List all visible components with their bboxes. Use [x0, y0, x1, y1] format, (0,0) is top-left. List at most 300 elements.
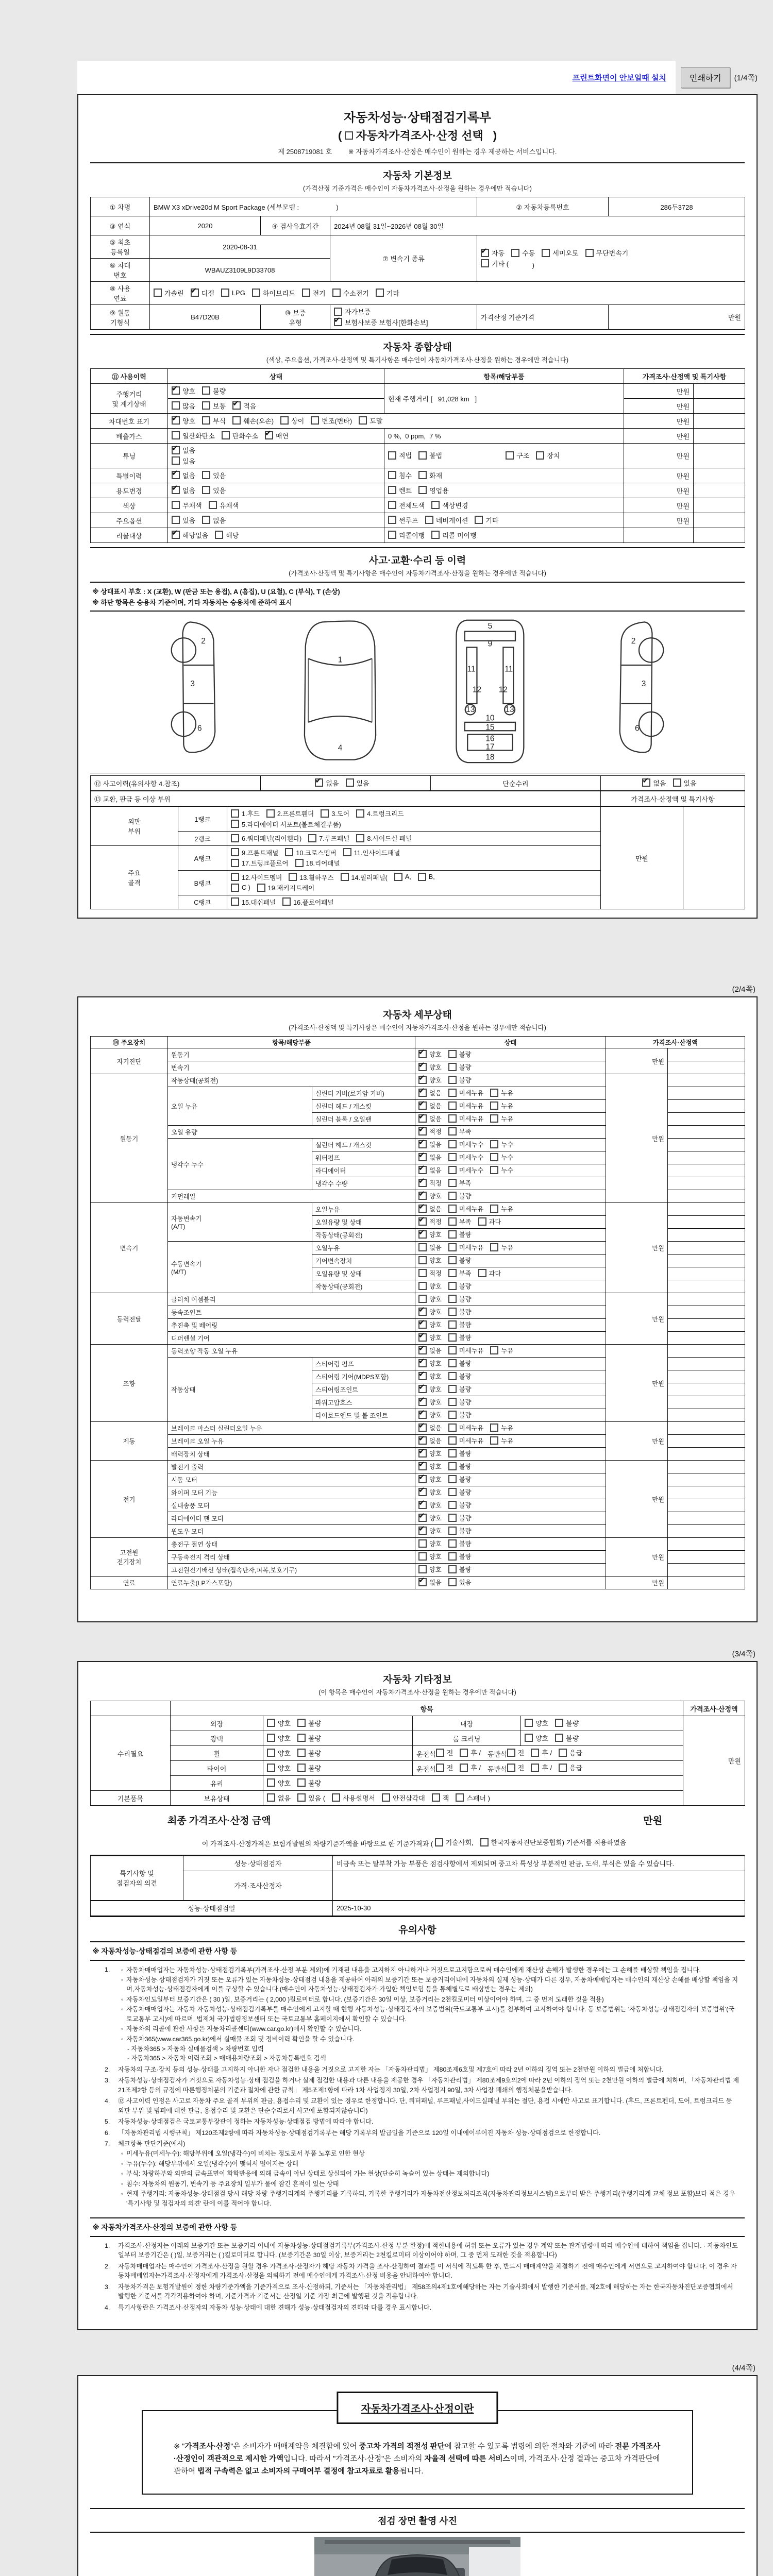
checkbox[interactable]: [356, 834, 364, 842]
checkbox-option[interactable]: [418, 1565, 442, 1574]
checkbox[interactable]: [418, 1179, 427, 1187]
checkbox-option[interactable]: [418, 1346, 442, 1355]
checkbox-option[interactable]: [448, 1397, 472, 1406]
checkbox[interactable]: [418, 1282, 427, 1290]
checkbox-option[interactable]: [531, 1748, 552, 1757]
checkbox-option[interactable]: [460, 1762, 481, 1772]
checkbox-option[interactable]: [448, 1062, 472, 1072]
checkbox-option[interactable]: [418, 1243, 442, 1252]
checkbox[interactable]: [448, 1411, 457, 1419]
checkbox[interactable]: [231, 897, 239, 906]
checkbox[interactable]: [448, 1153, 457, 1161]
checkbox[interactable]: [297, 1764, 306, 1772]
checkbox[interactable]: [418, 1295, 427, 1303]
checkbox-option[interactable]: [432, 1793, 449, 1803]
checkbox[interactable]: [280, 416, 289, 425]
checkbox-option[interactable]: [231, 872, 282, 882]
checkbox[interactable]: [448, 1089, 457, 1097]
checkbox-option[interactable]: [507, 1748, 525, 1757]
checkbox-option[interactable]: [448, 1539, 472, 1548]
checkbox-option[interactable]: [490, 1101, 513, 1110]
checkbox-option[interactable]: [585, 248, 629, 258]
checkbox-option[interactable]: [332, 1793, 375, 1803]
checkbox-option[interactable]: [448, 1423, 484, 1432]
checkbox[interactable]: [267, 1793, 275, 1802]
checkbox-option[interactable]: [297, 1763, 321, 1773]
checkbox[interactable]: [448, 1552, 457, 1561]
checkbox[interactable]: [418, 1333, 427, 1342]
checkbox[interactable]: [221, 289, 229, 297]
checkbox-option[interactable]: [448, 1101, 484, 1110]
checkbox-option[interactable]: [448, 1140, 484, 1149]
checkbox-option[interactable]: [289, 872, 333, 882]
checkbox[interactable]: [341, 873, 349, 881]
checkbox[interactable]: [267, 1749, 275, 1757]
checkbox-option[interactable]: [418, 1487, 442, 1497]
checkbox[interactable]: [265, 431, 273, 439]
checkbox[interactable]: [418, 1101, 427, 1110]
checkbox[interactable]: [418, 1127, 427, 1136]
checkbox[interactable]: [490, 1346, 498, 1354]
checkbox[interactable]: [202, 516, 210, 524]
checkbox-option[interactable]: [388, 450, 412, 460]
checkbox[interactable]: [448, 1205, 457, 1213]
checkbox-option[interactable]: [418, 1281, 442, 1291]
checkbox[interactable]: [172, 431, 180, 439]
checkbox-option[interactable]: [460, 1748, 481, 1757]
checkbox-option[interactable]: [418, 1165, 442, 1175]
checkbox[interactable]: [302, 289, 310, 297]
checkbox-option[interactable]: [418, 1268, 442, 1278]
checkbox-option[interactable]: [673, 778, 697, 788]
checkbox-option[interactable]: [418, 1384, 442, 1394]
checkbox[interactable]: [332, 289, 341, 297]
checkbox[interactable]: [295, 859, 304, 867]
checkbox-option[interactable]: [448, 1178, 472, 1188]
checkbox[interactable]: [394, 873, 402, 881]
checkbox-option[interactable]: [418, 1578, 442, 1587]
checkbox[interactable]: [356, 809, 364, 818]
checkbox-option[interactable]: [315, 778, 339, 788]
checkbox-option[interactable]: [448, 1088, 484, 1097]
checkbox-option[interactable]: [490, 1436, 513, 1445]
checkbox[interactable]: [511, 249, 519, 257]
checkbox[interactable]: [555, 1734, 563, 1742]
checkbox-option[interactable]: [478, 1217, 501, 1226]
checkbox-option[interactable]: [418, 1178, 442, 1188]
checkbox-option[interactable]: [202, 401, 226, 411]
checkbox[interactable]: [418, 1359, 427, 1367]
checkbox[interactable]: [172, 386, 180, 395]
checkbox[interactable]: [448, 1346, 457, 1354]
checkbox-option[interactable]: [418, 1333, 442, 1342]
checkbox-option[interactable]: [436, 1748, 453, 1757]
checkbox-option[interactable]: [418, 1307, 442, 1316]
checkbox[interactable]: [359, 416, 367, 425]
checkbox-option[interactable]: [280, 416, 304, 426]
checkbox[interactable]: [490, 1153, 498, 1161]
checkbox[interactable]: [490, 1114, 498, 1123]
checkbox[interactable]: [542, 249, 550, 257]
checkbox-option[interactable]: [448, 1153, 484, 1162]
checkbox[interactable]: [382, 1793, 390, 1802]
checkbox-option[interactable]: [341, 872, 388, 882]
checkbox-option[interactable]: [490, 1204, 513, 1213]
checkbox[interactable]: [267, 1778, 275, 1787]
checkbox-option[interactable]: [388, 470, 412, 480]
checkbox-option[interactable]: [376, 288, 399, 298]
checkbox-option[interactable]: [418, 1397, 442, 1406]
checkbox[interactable]: [345, 131, 353, 140]
checkbox-option[interactable]: [202, 515, 226, 525]
checkbox[interactable]: [202, 401, 210, 410]
checkbox-option[interactable]: [418, 1423, 442, 1432]
checkbox-option[interactable]: [436, 1762, 453, 1772]
checkbox[interactable]: [448, 1217, 457, 1226]
checkbox-option[interactable]: [418, 1217, 442, 1226]
checkbox[interactable]: [321, 809, 329, 818]
checkbox-option[interactable]: [448, 1191, 472, 1200]
checkbox-option[interactable]: [321, 808, 349, 818]
checkbox[interactable]: [418, 1565, 427, 1573]
checkbox[interactable]: [418, 1372, 427, 1380]
checkbox-option[interactable]: [346, 778, 369, 788]
checkbox-option[interactable]: [448, 1513, 472, 1522]
checkbox[interactable]: [285, 848, 293, 856]
checkbox[interactable]: [418, 1166, 427, 1174]
checkbox-option[interactable]: [448, 1475, 472, 1484]
checkbox[interactable]: [448, 1269, 457, 1277]
checkbox-option[interactable]: [282, 897, 333, 907]
checkbox[interactable]: [448, 1063, 457, 1071]
checkbox[interactable]: [559, 1749, 567, 1757]
checkbox[interactable]: [172, 456, 180, 465]
checkbox-option[interactable]: [267, 1778, 291, 1788]
checkbox-option[interactable]: [536, 450, 560, 460]
checkbox-option[interactable]: [202, 386, 226, 396]
checkbox-option[interactable]: [511, 248, 535, 258]
checkbox[interactable]: [448, 1179, 457, 1187]
checkbox-option[interactable]: [202, 485, 226, 495]
checkbox-option[interactable]: [172, 445, 195, 455]
checkbox-option[interactable]: [507, 1762, 525, 1772]
checkbox[interactable]: [448, 1320, 457, 1329]
checkbox-option[interactable]: [302, 288, 326, 298]
checkbox[interactable]: [448, 1333, 457, 1342]
checkbox-option[interactable]: [418, 1410, 442, 1419]
checkbox[interactable]: [448, 1488, 457, 1496]
checkbox[interactable]: [431, 531, 440, 539]
checkbox[interactable]: [448, 1230, 457, 1239]
checkbox[interactable]: [418, 486, 427, 494]
checkbox[interactable]: [448, 1449, 457, 1458]
checkbox[interactable]: [585, 249, 594, 257]
checkbox-option[interactable]: [172, 485, 195, 495]
checkbox[interactable]: [418, 1076, 427, 1084]
checkbox-option[interactable]: [297, 1733, 321, 1743]
checkbox[interactable]: [448, 1359, 457, 1367]
checkbox[interactable]: [418, 1153, 427, 1161]
checkbox[interactable]: [490, 1166, 498, 1174]
checkbox[interactable]: [172, 401, 180, 410]
checkbox[interactable]: [172, 516, 180, 524]
checkbox[interactable]: [418, 1514, 427, 1522]
checkbox-option[interactable]: [448, 1294, 472, 1303]
checkbox[interactable]: [448, 1140, 457, 1148]
checkbox-option[interactable]: [418, 1230, 442, 1239]
checkbox-option[interactable]: [418, 470, 442, 480]
checkbox[interactable]: [418, 1488, 427, 1496]
checkbox-option[interactable]: [478, 1268, 501, 1278]
checkbox[interactable]: [448, 1539, 457, 1548]
checkbox-option[interactable]: [448, 1281, 472, 1291]
checkbox[interactable]: [456, 1793, 464, 1802]
checkbox-option[interactable]: [172, 416, 195, 426]
checkbox-option[interactable]: [418, 1088, 442, 1097]
checkbox[interactable]: [418, 1501, 427, 1509]
checkbox[interactable]: [448, 1436, 457, 1445]
print-button[interactable]: 인쇄하기: [681, 67, 730, 88]
checkbox[interactable]: [418, 1243, 427, 1251]
checkbox-option[interactable]: [382, 1793, 425, 1803]
checkbox-option[interactable]: [334, 317, 428, 327]
checkbox-option[interactable]: [418, 1436, 442, 1445]
checkbox[interactable]: [202, 486, 210, 494]
checkbox[interactable]: [297, 1778, 306, 1787]
checkbox-option[interactable]: [525, 1718, 548, 1728]
checkbox[interactable]: [222, 431, 230, 439]
checkbox[interactable]: [436, 1764, 444, 1772]
checkbox[interactable]: [418, 1269, 427, 1277]
checkbox-option[interactable]: [418, 1320, 442, 1329]
checkbox-option[interactable]: [418, 873, 435, 881]
checkbox-option[interactable]: [490, 1165, 513, 1175]
checkbox[interactable]: [448, 1114, 457, 1123]
checkbox-option[interactable]: [448, 1500, 472, 1510]
checkbox[interactable]: [418, 1527, 427, 1535]
checkbox[interactable]: [418, 1398, 427, 1406]
checkbox-option[interactable]: [448, 1333, 472, 1342]
checkbox[interactable]: [418, 1063, 427, 1071]
checkbox-option[interactable]: [418, 1462, 442, 1471]
checkbox-option[interactable]: [231, 897, 276, 907]
checkbox[interactable]: [257, 884, 265, 892]
checkbox-option[interactable]: [481, 259, 509, 268]
checkbox-option[interactable]: [448, 1256, 472, 1265]
checkbox-option[interactable]: [418, 1140, 442, 1149]
checkbox-option[interactable]: [448, 1127, 472, 1136]
checkbox[interactable]: [490, 1140, 498, 1148]
checkbox-option[interactable]: [191, 288, 214, 298]
checkbox-option[interactable]: [418, 1114, 442, 1123]
checkbox-option[interactable]: [555, 1733, 579, 1743]
checkbox-option[interactable]: [172, 515, 195, 525]
checkbox[interactable]: [332, 1793, 340, 1802]
checkbox[interactable]: [448, 1501, 457, 1509]
checkbox-option[interactable]: [231, 808, 260, 818]
checkbox[interactable]: [531, 1764, 539, 1772]
checkbox-option[interactable]: [418, 1526, 442, 1535]
checkbox-option[interactable]: [448, 1552, 472, 1561]
checkbox[interactable]: [282, 897, 291, 906]
checkbox-option[interactable]: [431, 500, 468, 510]
checkbox[interactable]: [418, 1346, 427, 1354]
checkbox[interactable]: [209, 501, 217, 509]
checkbox-option[interactable]: [448, 1436, 484, 1445]
checkbox[interactable]: [481, 259, 489, 267]
checkbox-option[interactable]: [480, 1837, 627, 1847]
checkbox[interactable]: [172, 416, 180, 425]
checkbox[interactable]: [448, 1423, 457, 1432]
checkbox[interactable]: [267, 1719, 275, 1727]
checkbox[interactable]: [559, 1764, 567, 1772]
checkbox[interactable]: [376, 289, 384, 297]
checkbox-option[interactable]: [542, 248, 578, 258]
checkbox[interactable]: [418, 1539, 427, 1548]
checkbox-option[interactable]: [559, 1748, 582, 1757]
checkbox-option[interactable]: [231, 884, 250, 892]
checkbox[interactable]: [418, 1192, 427, 1200]
checkbox[interactable]: [267, 1734, 275, 1742]
checkbox-option[interactable]: [448, 1268, 472, 1278]
checkbox[interactable]: [231, 884, 239, 892]
checkbox-option[interactable]: [555, 1718, 579, 1728]
checkbox[interactable]: [231, 873, 239, 881]
checkbox-option[interactable]: [231, 819, 341, 829]
checkbox-option[interactable]: [267, 1733, 291, 1743]
checkbox-option[interactable]: [297, 1748, 321, 1758]
checkbox[interactable]: [475, 516, 483, 524]
checkbox-option[interactable]: [285, 848, 336, 857]
checkbox[interactable]: [388, 531, 396, 539]
checkbox-option[interactable]: [642, 778, 666, 788]
checkbox[interactable]: [231, 859, 239, 867]
checkbox[interactable]: [448, 1282, 457, 1290]
checkbox[interactable]: [215, 531, 223, 539]
checkbox-option[interactable]: [435, 1837, 474, 1847]
checkbox[interactable]: [418, 1423, 427, 1432]
checkbox[interactable]: [172, 446, 180, 454]
checkbox[interactable]: [448, 1243, 457, 1251]
checkbox[interactable]: [448, 1166, 457, 1174]
checkbox[interactable]: [418, 451, 427, 460]
checkbox-option[interactable]: [172, 456, 195, 466]
checkbox[interactable]: [172, 501, 180, 509]
checkbox-option[interactable]: [448, 1114, 484, 1123]
checkbox[interactable]: [418, 1089, 427, 1097]
checkbox[interactable]: [418, 1050, 427, 1058]
checkbox[interactable]: [536, 451, 544, 460]
checkbox-option[interactable]: [490, 1423, 513, 1432]
checkbox[interactable]: [507, 1749, 515, 1757]
checkbox-option[interactable]: [506, 450, 529, 460]
checkbox-option[interactable]: [209, 500, 239, 510]
checkbox-option[interactable]: [345, 127, 483, 143]
checkbox-option[interactable]: [525, 1733, 548, 1743]
checkbox-option[interactable]: [172, 386, 195, 396]
checkbox-option[interactable]: [222, 431, 258, 440]
checkbox-option[interactable]: [418, 1294, 442, 1303]
checkbox-option[interactable]: [295, 858, 340, 868]
checkbox-option[interactable]: [448, 1462, 472, 1471]
checkbox-option[interactable]: [356, 808, 404, 818]
checkbox-option[interactable]: [481, 248, 505, 258]
checkbox[interactable]: [448, 1462, 457, 1470]
checkbox-option[interactable]: [332, 288, 369, 298]
checkbox[interactable]: [232, 401, 241, 410]
checkbox[interactable]: [555, 1719, 563, 1727]
checkbox[interactable]: [346, 778, 354, 787]
checkbox[interactable]: [343, 848, 351, 856]
checkbox[interactable]: [388, 471, 396, 479]
checkbox[interactable]: [448, 1475, 457, 1483]
checkbox-option[interactable]: [418, 1049, 442, 1059]
checkbox[interactable]: [490, 1243, 498, 1251]
checkbox[interactable]: [448, 1256, 457, 1264]
checkbox[interactable]: [448, 1398, 457, 1406]
checkbox-option[interactable]: [359, 416, 382, 426]
checkbox-option[interactable]: [448, 1359, 472, 1368]
checkbox-option[interactable]: [418, 1359, 442, 1368]
checkbox-option[interactable]: [265, 431, 289, 440]
checkbox-option[interactable]: [559, 1762, 582, 1772]
checkbox[interactable]: [525, 1734, 533, 1742]
checkbox[interactable]: [481, 249, 489, 257]
checkbox[interactable]: [418, 1230, 427, 1239]
checkbox-option[interactable]: [388, 515, 418, 525]
checkbox[interactable]: [267, 1764, 275, 1772]
checkbox-option[interactable]: [418, 1204, 442, 1213]
checkbox-option[interactable]: [418, 1127, 442, 1136]
checkbox-option[interactable]: [448, 1384, 472, 1394]
checkbox[interactable]: [418, 1449, 427, 1458]
checkbox[interactable]: [191, 289, 199, 297]
checkbox[interactable]: [448, 1192, 457, 1200]
checkbox-option[interactable]: [418, 1191, 442, 1200]
checkbox-option[interactable]: [448, 1049, 472, 1059]
checkbox-option[interactable]: [297, 1718, 321, 1728]
checkbox-option[interactable]: [356, 833, 412, 843]
checkbox-option[interactable]: [448, 1230, 472, 1239]
checkbox-option[interactable]: [448, 1371, 472, 1381]
checkbox[interactable]: [388, 451, 396, 460]
checkbox[interactable]: [418, 1114, 427, 1123]
checkbox[interactable]: [448, 1527, 457, 1535]
checkbox-option[interactable]: [448, 1346, 484, 1355]
checkbox-option[interactable]: [297, 1778, 321, 1788]
checkbox-option[interactable]: [490, 1140, 513, 1149]
checkbox[interactable]: [436, 1749, 444, 1757]
checkbox-option[interactable]: [202, 470, 226, 480]
checkbox[interactable]: [448, 1565, 457, 1573]
checkbox[interactable]: [266, 809, 275, 818]
checkbox[interactable]: [448, 1308, 457, 1316]
checkbox[interactable]: [418, 1436, 427, 1445]
checkbox-option[interactable]: [267, 1763, 291, 1773]
checkbox-option[interactable]: [343, 848, 400, 857]
checkbox[interactable]: [418, 1552, 427, 1561]
checkbox[interactable]: [202, 416, 210, 425]
checkbox[interactable]: [172, 486, 180, 494]
checkbox-option[interactable]: [490, 1114, 513, 1123]
checkbox[interactable]: [448, 1385, 457, 1393]
checkbox[interactable]: [507, 1764, 515, 1772]
checkbox-option[interactable]: [448, 1526, 472, 1535]
checkbox[interactable]: [418, 1385, 427, 1393]
checkbox-option[interactable]: [232, 401, 256, 411]
checkbox[interactable]: [231, 848, 239, 856]
checkbox[interactable]: [490, 1423, 498, 1432]
